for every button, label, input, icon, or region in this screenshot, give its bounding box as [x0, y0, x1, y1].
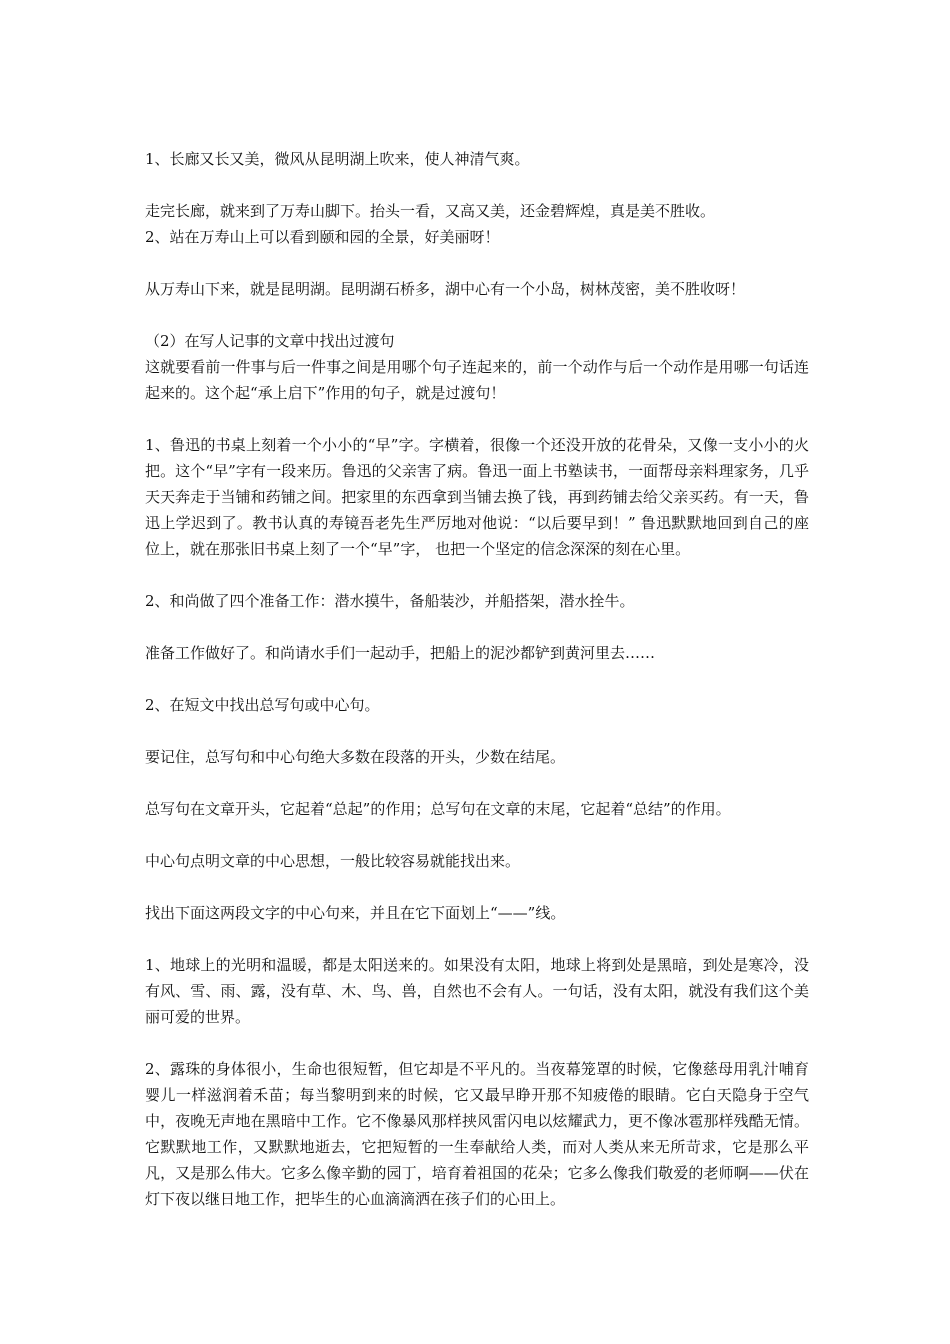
blank-line: [145, 250, 809, 276]
paragraph: 从万寿山下来，就是昆明湖。昆明湖石桥多，湖中心有一个小岛，树林茂密，美不胜收呀！: [145, 280, 746, 298]
document-body: [145, 146, 809, 1212]
paragraph: 2、站在万寿山上可以看到颐和园的全景，好美丽呀！: [145, 228, 500, 246]
paragraph: 这就要看前一件事与后一件事之间是用哪个句子连起来的，前一个动作与后一个动作是用哪一句话连起来的。这个起“承上启下”作用的句子，就是过渡句！: [145, 358, 809, 402]
paragraph: 走完长廊，就来到了万寿山脚下。抬头一看，又高又美，还金碧辉煌，真是美不胜收。: [145, 202, 716, 220]
paragraph: 中心句点明文章的中心思想，一般比较容易就能找出来。: [145, 852, 521, 870]
paragraph: 1、地球上的光明和温暖，都是太阳送来的。如果没有太阳，地球上将到处是黑暗，到处是寒冷，没有风、雪、雨、露，没有草、木、鸟、兽，自然也不会有人。一句话，没有太阳，就没有我们这个美丽可爱的世界。: [145, 956, 809, 1026]
blank-line: [145, 926, 809, 952]
paragraph: 2、露珠的身体很小，生命也很短暂，但它却是不平凡的。当夜幕笼罩的时候，它像慈母用乳汁哺育婴儿一样滋润着禾苗；每当黎明到来的时候，它又最早睁开那不知疲倦的眼睛。它白天隐身于空气中，夜晚无声地在黑暗中工作。它不像暴风那样挟风雷闪电以炫耀武力，更不像冰雹那样残酷无情。它默默地工作，又默默地逝去，它把短暂的一生奉献给人类，而对人类从来无所苛求，它是那么平凡，又是那么伟大。它多么像辛勤的园丁，培育着祖国的花朵；它多么像我们敬爱的老师啊——伏在灯下夜以继日地工作，把毕生的心血滴滴洒在孩子们的心田上。: [145, 1060, 809, 1208]
blank-line: [145, 770, 809, 796]
blank-line: [145, 666, 809, 692]
blank-line: [145, 874, 809, 900]
paragraph: 找出下面这两段文字的中心句来，并且在它下面划上“——”线。: [145, 904, 566, 922]
paragraph: 1、鲁迅的书桌上刻着一个小小的“早”字。字横着，很像一个还没开放的花骨朵，又像一支小小的火把。这个“早”字有一段来历。鲁迅的父亲害了病。鲁迅一面上书塾读书，一面帮母亲料理家务，几乎天天奔走于当铺和药铺之间。把家里的东西拿到当铺去换了钱，再到药铺去给父亲买药。有一天，鲁迅上学迟到了。教书认真的寿镜吾老先生严厉地对他说：“以后要早到！” 鲁迅默默地回到自己的座位上，就在那张旧书桌上刻了一个“早”字， 也把一个坚定的信念深深的刻在心里。: [145, 436, 809, 558]
blank-line: [145, 1030, 809, 1056]
blank-line: [145, 302, 809, 328]
blank-line: [145, 718, 809, 744]
blank-line: [145, 614, 809, 640]
blank-line: [145, 822, 809, 848]
blank-line: [145, 172, 809, 198]
section-heading: （2）在写人记事的文章中找出过渡句: [145, 332, 395, 350]
paragraph: 总写句在文章开头，它起着“总起”的作用；总写句在文章的末尾，它起着“总结”的作用。: [145, 800, 731, 818]
blank-line: [145, 562, 809, 588]
paragraph: 2、和尚做了四个准备工作：潜水摸牛，备船装沙，并船搭架，潜水拴牛。: [145, 592, 635, 610]
paragraph: 准备工作做好了。和尚请水手们一起动手，把船上的泥沙都铲到黄河里去……: [145, 644, 656, 662]
paragraph: 要记住，总写句和中心句绝大多数在段落的开头，少数在结尾。: [145, 748, 566, 766]
section-heading: 2、在短文中找出总写句或中心句。: [145, 696, 380, 714]
paragraph: 1、长廊又长又美，微风从昆明湖上吹来，使人神清气爽。: [145, 150, 530, 168]
blank-line: [145, 406, 809, 432]
